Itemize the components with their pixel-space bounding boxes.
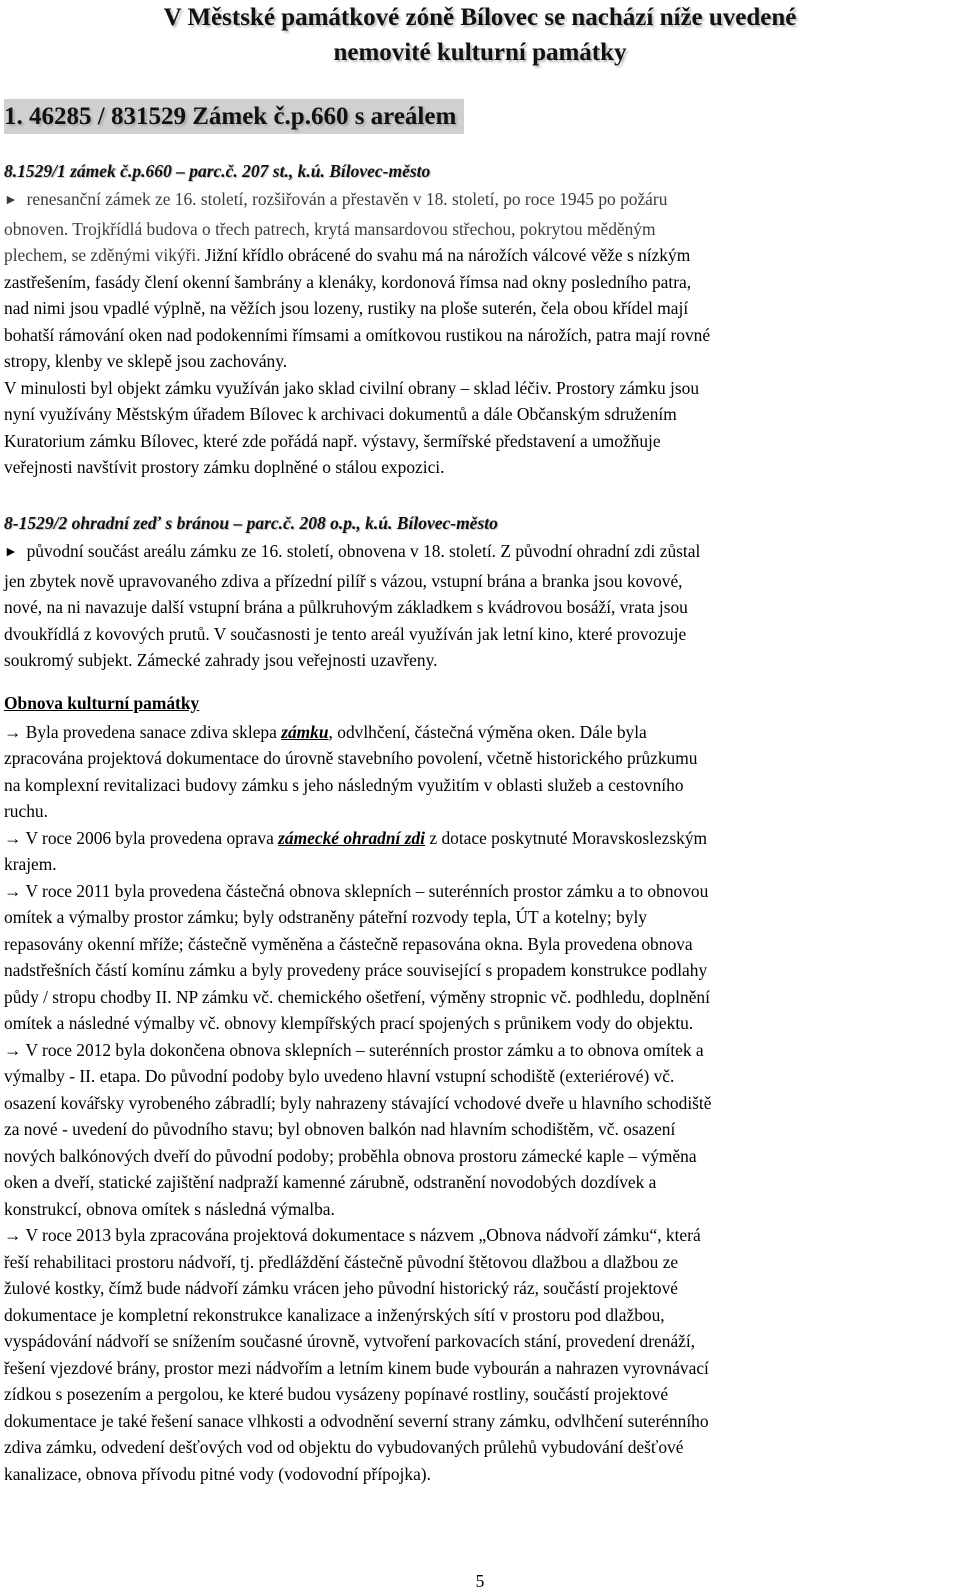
paragraph-line: → V roce 2006 byla provedena oprava zámecké ohradní zdi z dotace poskytnuté Moravskoslezským — [4, 827, 708, 848]
arrow-icon: → — [4, 1039, 22, 1060]
text-line: dvoukřídlá z kovových prutů. V současnosti je tento areál využíván jak letní kino, které provozuje — [4, 623, 687, 644]
text-line: soukromý subjekt. Zámecké zahrady jsou veřejnosti uzavřeny. — [4, 650, 438, 670]
paragraph-line: dokumentace je kompletní rekonstrukce kanalizace a inženýrských sítí v prostoru pod dlažbou, — [4, 1304, 665, 1325]
paragraph-line: nových balkónových dveří do původní podoby; proběhla obnova prostoru zámecké kaple – výměna — [4, 1145, 697, 1166]
paragraph-line: žulové kostky, čímž bude nádvoří zámku vrácen jeho původní historický ráz, součástí projektové — [4, 1278, 679, 1298]
paragraph-line: půdy / stropu chodby II. NP zámku vč. chemického ošetření, výměny stropnic vč. podhledu, doplnění — [4, 986, 710, 1007]
paragraph-line: vyspádování nádvoří se snížením současné úrovně, vytvoření parkovacích stání, provedení drenáží, — [4, 1331, 696, 1351]
paragraph-line: oken a dveří, statické zajištění nadpraží kamenné zárubně, odstranění novodobých dozdívek a — [4, 1172, 657, 1192]
text-line: V minulosti byl objekt zámku využíván jako sklad civilní obrany – sklad léčiv. Prostory zámku jsou — [4, 377, 700, 398]
text-line: jen zbytek nově upravovaného zdiva a přízední pilíř s vázou, vstupní brána a branka jsou kovové, — [4, 570, 683, 591]
text-line: nové, na ni navazuje další vstupní brána a půlkruhovým základkem s kvádrovou bosáží, vrata jsou — [4, 597, 688, 617]
text-line: nyní využívány Městským úřadem Bílovec k archivaci dokumentů a dále Občanským sdružením — [4, 404, 677, 424]
page-title — [0, 0, 960, 70]
paragraph-line: zpracována projektová dokumentace do úrovně stavebního povolení, včetně historického průzkumu — [4, 748, 698, 768]
paragraph-line: zídkou s posezením a pergolou, ke které budou vysázeny popínavé rostliny, součástí projektové — [4, 1384, 669, 1404]
section-heading-zamek: 1. 46285 / 831529 Zámek č.p.660 s areálem — [4, 99, 464, 134]
ohradni-zed-link: zámecké ohradní zdi — [278, 827, 426, 848]
paragraph-line: → V roce 2013 byla zpracována projektová dokumentace s názvem „Obnova nádvoří zámku“, která — [4, 1225, 701, 1245]
paragraph-line: → V roce 2012 byla dokončena obnova sklepních – suterénních prostor zámku a to obnova omítek a — [4, 1039, 704, 1060]
arrow-icon: → — [4, 1225, 22, 1245]
triangle-bullet-icon: ► — [4, 193, 18, 208]
paragraph-line: ruchu. — [4, 801, 48, 821]
section-obnova-heading: Obnova kulturní památky — [4, 693, 200, 713]
paragraph-line: výmalby - II. etapa. Do původní podoby bylo uvedeno hlavní vstupní schodiště (exteriérové) vč. — [4, 1066, 675, 1086]
title-line-2: nemovité kulturní památky — [333, 39, 627, 66]
paragraph-line: na komplexní revitalizaci budovy zámku s jeho následným využitím v oblasti služeb a cestovního — [4, 774, 684, 795]
paragraph-line: dokumentace je také řešení sanace vlhkosti a odvodnění severní strany zámku, odvlhčení suterénního — [4, 1410, 709, 1431]
text-line: stropy, klenby ve sklepě jsou zachovány. — [4, 351, 288, 371]
item-zamek — [4, 158, 946, 481]
text-line: plechem, se zděnými vikýři. Jižní křídlo obrácené do svahu má na nárožích válcové věže s nízkým — [4, 245, 691, 265]
paragraph-line: repasovány okenní mříže; částečně vyměněna a částečně repasována okna. Byla provedena obnova — [4, 933, 693, 954]
arrow-icon: → — [4, 721, 22, 742]
paragraph-line: osazení kovářsky vyrobeného zábradlí; byly nahrazeny stávající vchodové dveře u hlavního schodiště — [4, 1092, 712, 1113]
triangle-bullet-icon: ► — [4, 545, 18, 560]
paragraph-line: nadstřešních částí komínu zámku a byly provedeny práce související s propadem konstrukce podlahy — [4, 960, 708, 980]
text-line: zastřešením, fasády člení okenní šambrány a klenáky, kordonová římsa nad okny posledního patra, — [4, 271, 692, 292]
paragraph-line: konstrukcí, obnova omítek s následná výmalba. — [4, 1198, 335, 1219]
text-line: obnoven. Trojkřídlá budova o třech patrech, krytá mansardovou střechou, pokrytou měděným — [4, 218, 656, 239]
paragraph-line: omítek a výmalby prostor zámku; byly odstraněny páteřní rozvody tepla, ÚT a kotelny; byly — [4, 907, 647, 927]
paragraph-line: → V roce 2011 byla provedena částečná obnova sklepních – suterénních prostor zámku a to obnovou — [4, 880, 709, 901]
arrow-icon: → — [4, 827, 22, 848]
text-line: bohatší rámování oken nad podokenními římsami a omítkovou rustikou na nárožích, patra mají rovné — [4, 324, 711, 345]
paragraph-line: řeší rehabilitaci prostoru nádvoří, tj. předláždění částečně původní štětovou dlažbou a dlažbou ze — [4, 1251, 679, 1272]
section-obnova — [4, 690, 946, 1487]
paragraph-line: kanalizace, obnova přívodu pitné vody (vodovodní přípojka). — [4, 1463, 431, 1484]
paragraph-line: omítek a následné výmalby vč. obnovy klempířských prací spojených s průnikem vody do objektu. — [4, 1013, 694, 1033]
text-line: nad nimi jsou vpadlé výplně, na věžích jsou lozeny, rustiky na ploše suterén, čela obou křídel mají — [4, 298, 689, 318]
arrow-icon: → — [4, 880, 22, 901]
item-ohradni-zed — [4, 510, 946, 674]
paragraph-line: za nové - uvedení do původního stavu; byl obnoven balkón nad hlavním schodištěm, vč. osazení — [4, 1119, 676, 1139]
paragraph-line: krajem. — [4, 854, 57, 874]
text-line: Kuratorium zámku Bílovec, které zde pořádá např. výstavy, šermířské představení a umožňuje — [4, 430, 661, 451]
item-zamek-subheading: 8.1529/1 zámek č.p.660 – parc.č. 207 st., k.ú. Bílovec-město — [4, 161, 431, 181]
item-ohradni-zed-subheading: 8-1529/2 ohradní zeď s bránou – parc.č. 208 o.p., k.ú. Bílovec-město — [4, 513, 498, 533]
paragraph-line: řešení vjezdové brány, prostor mezi nádvořím a letním kinem bude vybourán a nahrazen vyrovnávací — [4, 1357, 709, 1378]
text-line: ► renesanční zámek ze 16. století, rozšiřován a přestavěn v 18. století, po roce 1945 po požáru — [4, 189, 668, 209]
text-line: ► původní součást areálu zámku ze 16. století, obnovena v 18. století. Z původní ohradní zdi zůstal — [4, 541, 701, 561]
page-number: 5 — [475, 1571, 485, 1591]
paragraph-line: → Byla provedena sanace zdiva sklepa zámku, odvlhčení, částečná výměna oken. Dále byla — [4, 721, 647, 742]
title-line-1: V Městské památkové zóně Bílovec se nachází níže uvedené — [163, 4, 797, 31]
zamek-link: zámku — [281, 721, 329, 742]
paragraph-line: zdiva zámku, odvedení dešťových vod od objektu do vybudovaných průlehů vybudování dešťové — [4, 1437, 684, 1457]
text-line: veřejnosti navštívit prostory zámku doplněné o stálou expozici. — [4, 457, 445, 477]
